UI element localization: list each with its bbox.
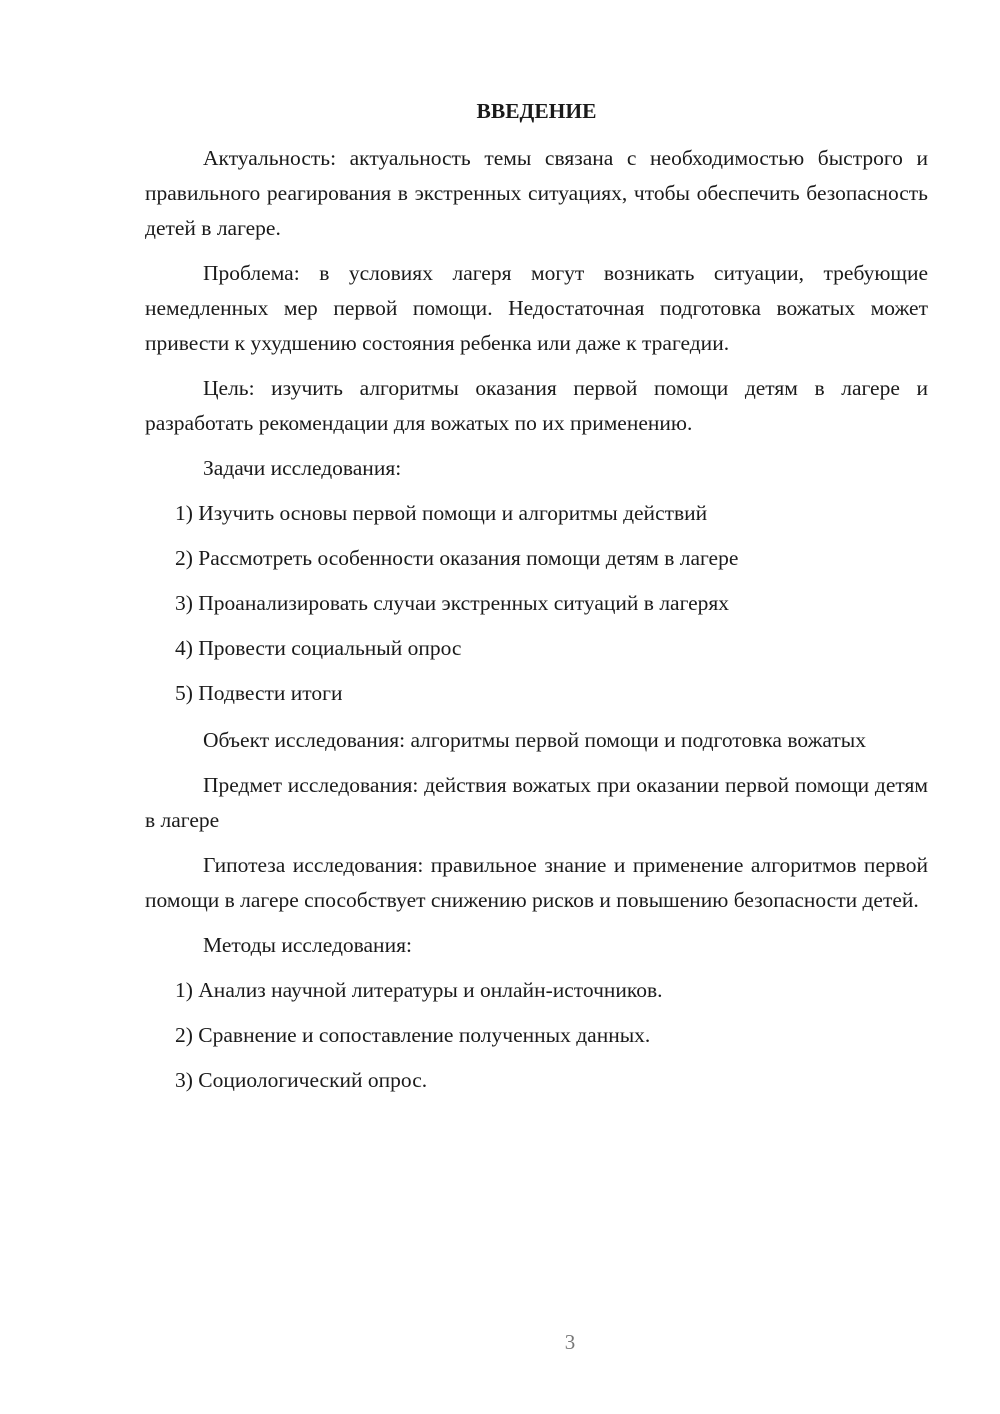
method-item: 3) Социологический опрос.	[175, 1068, 428, 1092]
hypothesis-paragraph: Гипотеза исследования: правильное знание и применение алгоритмов первой помощи в лагере способствует снижению рисков и повышению безопасности детей.	[145, 853, 928, 912]
page-number: 3	[564, 1330, 576, 1354]
tasks-list	[145, 496, 928, 711]
tasks-heading: Задачи исследования:	[203, 456, 402, 480]
task-item: 1) Изучить основы первой помощи и алгоритмы действий	[175, 501, 708, 525]
methods-list	[145, 973, 928, 1098]
goal-paragraph: Цель: изучить алгоритмы оказания первой помощи детям в лагере и разработать рекомендации для вожатых по их применению.	[145, 376, 928, 435]
section-title: ВВЕДЕНИЕ	[476, 99, 597, 123]
method-item: 2) Сравнение и сопоставление полученных данных.	[175, 1023, 651, 1047]
method-item: 1) Анализ научной литературы и онлайн-источников.	[175, 978, 663, 1002]
methods-heading: Методы исследования:	[203, 933, 412, 957]
task-item: 2) Рассмотреть особенности оказания помощи детям в лагере	[175, 546, 739, 570]
task-item: 4) Провести социальный опрос	[175, 636, 462, 660]
document-page	[145, 96, 928, 1108]
subject-paragraph: Предмет исследования: действия вожатых при оказании первой помощи детям в лагере	[145, 773, 928, 832]
object-paragraph: Объект исследования: алгоритмы первой помощи и подготовка вожатых	[203, 728, 867, 752]
task-item: 5) Подвести итоги	[175, 681, 343, 705]
relevance-paragraph: Актуальность: актуальность темы связана с необходимостью быстрого и правильного реагирования в экстренных ситуациях, чтобы обеспечить безопасность детей в лагере.	[145, 146, 928, 240]
problem-paragraph: Проблема: в условиях лагеря могут возникать ситуации, требующие немедленных мер первой помощи. Недостаточная подготовка вожатых может привести к ухудшению состояния ребенка или даже к трагедии.	[145, 261, 928, 355]
task-item: 3) Проанализировать случаи экстренных ситуаций в лагерях	[175, 591, 730, 615]
